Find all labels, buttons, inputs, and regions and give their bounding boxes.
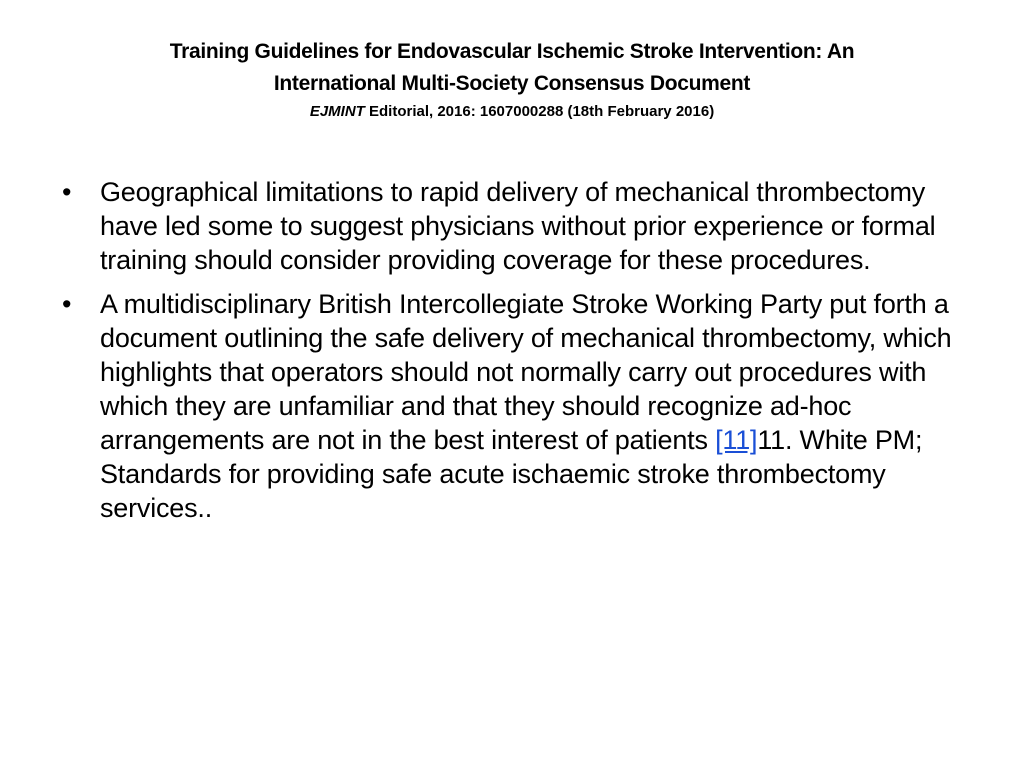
bullet-item-2 [62, 287, 972, 525]
reference-text: 11. White PM; Standards for providing safe acute ischaemic stroke thrombectomy services.. [100, 425, 923, 523]
bullet-text-1: Geographical limitations to rapid delivery of mechanical thrombectomy have led some to suggest physicians without prior experience or formal training should consider providing coverage for these procedures. [100, 177, 936, 275]
bullet-item-1 [62, 175, 972, 277]
citation-line [60, 101, 964, 123]
title-line-1: Training Guidelines for Endovascular Ischemic Stroke Intervention: An [169, 40, 855, 63]
bullet-icon: • [62, 289, 72, 319]
title-block [60, 36, 964, 123]
title-line-2: International Multi-Society Consensus Document [273, 72, 751, 95]
bullet-text-2: A multidisciplinary British Intercollegiate Stroke Working Party put forth a document outlining the safe delivery of mechanical thrombectomy, which highlights that operators should not normally carry out procedures with which they are unfamiliar and that they should recognize ad-hoc arrangements are not in the best interest of patients [100, 289, 952, 455]
bullet-list [62, 175, 972, 535]
reference-link[interactable]: [11] [715, 425, 758, 455]
citation-text: Editorial, 2016: 1607000288 (18th February 2016) [364, 103, 715, 120]
journal-name: EJMINT [309, 103, 365, 120]
bullet-icon: • [62, 177, 72, 207]
